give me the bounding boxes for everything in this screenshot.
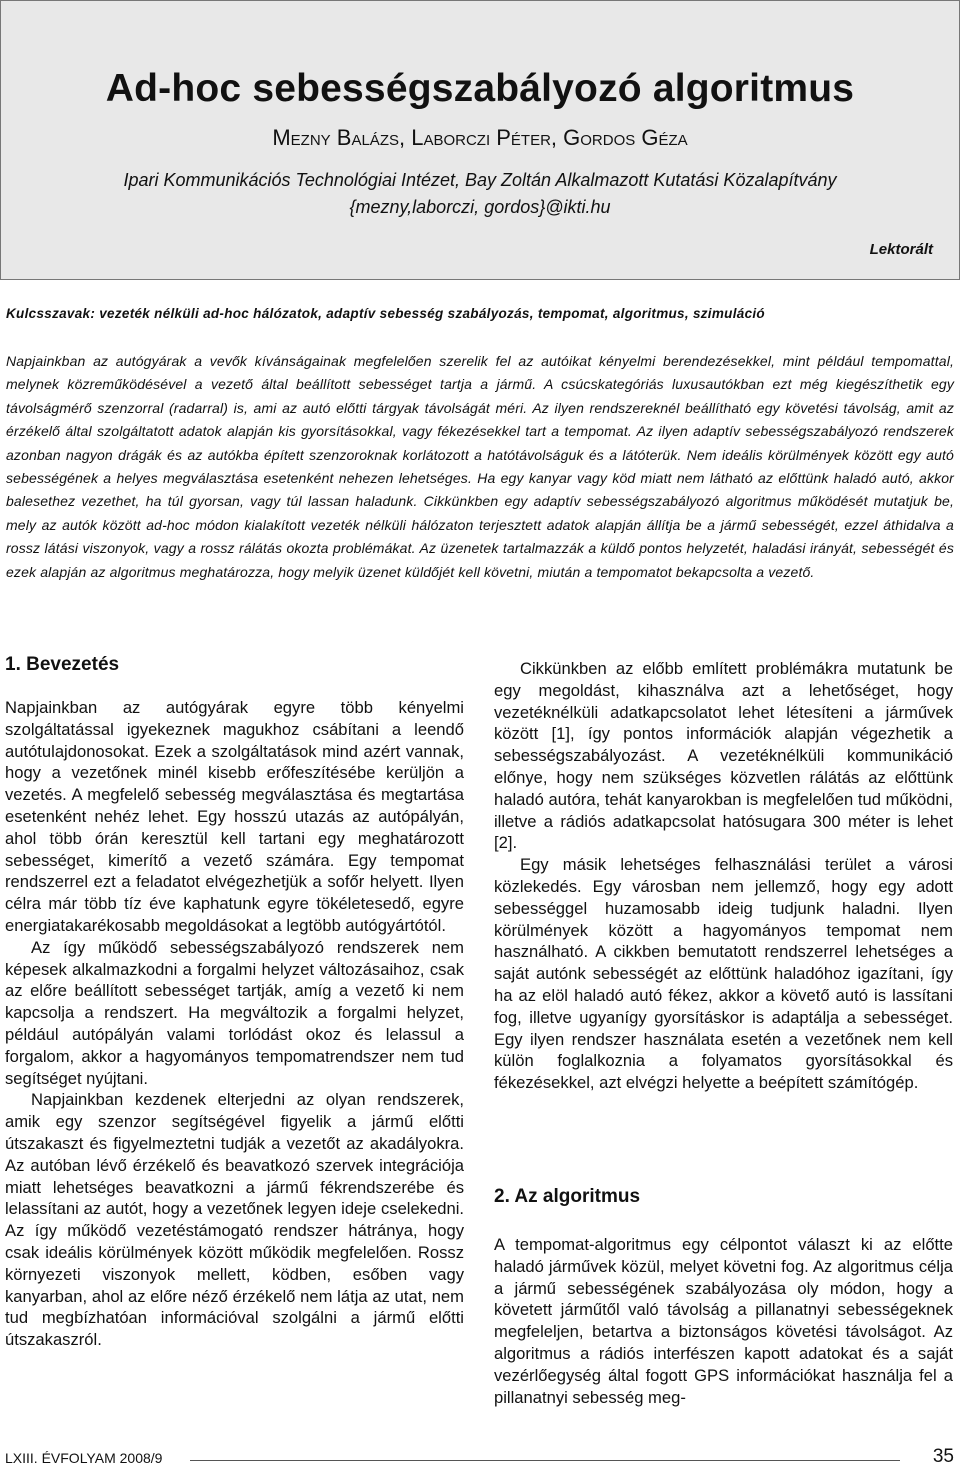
paragraph: Napjainkban az autógyárak egyre több kényelmi szolgáltatással igyekeznek magukhoz csábítani a leendő autótulajdonosokat. Ezek a szolgáltatások mind azért vannak, hogy a vezetőnek minél kisebb erőfeszítésébe kerüljön a vezetés. A megfelelő sebesség megválasztása és megtartása esetenként nehéz lehet. Egy hosszú utazás az autópályán, ahol több órán keresztül kell tartani egy meghatározott sebességet, kimerítő a vezető számára. Egy tempomat rendszerrel ezt a feladatot elvégezhetjük a sofőr helyett. Ilyen célra már több tíz éve kaphatunk egyre tökéletesedő, egyre energiatakarékosabb megoldásokat a legtöbb autógyártótól. — [5, 698, 464, 935]
keywords-line — [6, 306, 954, 321]
abstract: Napjainkban az autógyárak a vevők kívánságainak megfelelően szerelik fel az autóikat kényelmi berendezésekkel, mint például tempomattal, melynek közreműködésével a vezető által beállított sebességet tartja a jármű. A csúcskategóriás luxusautókban ezt még kiegészíthetik egy távolságmérő szenzorral (radarral) is, ami az autó előtti tárgyak távolságát méri. Az ilyen rendszereknél beállítható egy követési távolság, amit az érzékelő által szolgáltatott adatok alapján kis gyorsításokkal, vagy fékezésekkel tart a tempomat. Az ilyen adaptív sebességszabályozó rendszerek azonban nagyon drágák és az autókba épített szenzoroknak korlátozott a hatótávolságuk és a látóterük. Nem ideális körülmények között egy autó sebességének a helyes megválasztása esetenként nehezen lehetséges. Ha egy kanyar vagy köd miatt nem látható az előttünk haladó autó, akkor balesethez vezethet, ha túl gyorsan, vagy túl lassan haladunk. Cikkünkben egy adaptív sebességszabályozó algoritmus működését mutatjuk be, mely az autók között ad-hoc módon kialakított vezeték nélküli hálózaton terjesztett adatok alapján állítja be a jármű sebességét, ezzel áthidalva a rossz látási viszonyok, vagy a rossz rálátás okozta problémákat. Az üzenetek tartalmazzák a küldő pontos helyzetét, haladási irányát, sebességét és ezek alapján az algoritmus meghatározza, hogy melyik üzenet küldőjét kell követni, miután a tempomatot bekapcsolta a vezető. — [6, 353, 954, 580]
authors: Mezny Balázs, Laborczi Péter, Gordos Géza — [272, 125, 688, 150]
keywords-label: Kulcsszavak: — [6, 306, 96, 321]
affiliation-block — [1, 167, 959, 221]
keywords-text: vezeték nélküli ad-hoc hálózatok, adaptív sebesség szabályozás, tempomat, algoritmus, szimuláció — [99, 306, 765, 321]
paragraph: Egy másik lehetséges felhasználási terület a városi közlekedés. Egy városban nem jellemző, hogy egy adott sebességgel huzamosabb ideig tudjunk haladni. Ilyen körülmények között a hagyományos tempomat nem használható. A cikkben bemutatott rendszerrel lehetséges a saját autónk sebességét az előttünk haladóhoz igazítani, így ha az elöl haladó autó fékez, akkor a követő autó is lassítani fog, illetve ugyanígy gyorsításkor is adaptálja a sebességet. Egy ilyen rendszer használata esetén a vezetőnek nem kell külön foglalkoznia a folyamatos gyorsításokkal és fékezésekkel, azt elvégzi helyette a beépített számítógép. — [494, 855, 953, 1093]
right-column-section-2 — [494, 1234, 953, 1408]
paper-title: Ad-hoc sebességszabályozó algoritmus — [105, 67, 855, 110]
review-label: Lektorált — [869, 241, 933, 258]
left-column — [5, 697, 464, 1351]
page-number: 35 — [932, 1446, 954, 1467]
paragraph: A tempomat-algoritmus egy célpontot választ ki az előtte haladó járművek közül, melyet követni fog. Az algoritmus célja a jármű sebességének szabályozása oly módon, hogy a követett járműtől való távolság a pillanatnyi sebességeknek megfeleljen, betartva a biztonságos követési távolságot. Az algoritmus a rádiós interfészen kapott adatokat és a saját vezérlőegység által fogott GPS információkat használja fel a pillanatnyi sebesség meg- — [494, 1235, 953, 1407]
title-box — [0, 0, 960, 280]
section-2-heading: 2. Az algoritmus — [494, 1186, 641, 1207]
journal-issue: LXIII. ÉVFOLYAM 2008/9 — [5, 1450, 163, 1466]
paragraph: Az így működő sebességszabályozó rendszerek nem képesek alkalmazkodni a forgalmi helyzet változásaihoz, csak az előre beállított sebességet tartják, amíg a vezető ki nem kapcsolja a rendszert. Ha megváltozik a forgalmi helyzet, például autópályán valami torlódást okoz és lelassul a forgalom, akkor a hagyományos tempomatrendszer nem tud segítséget nyújtani. — [5, 937, 464, 1088]
footer-divider — [190, 1460, 900, 1461]
affiliation: Ipari Kommunikációs Technológiai Intézet, Bay Zoltán Alkalmazott Kutatási Közalapítvány — [123, 170, 837, 190]
section-1-heading: 1. Bevezetés — [5, 654, 120, 675]
paragraph: Cikkünkben az előbb említett problémákra mutatunk be egy megoldást, kihasználva azt a lehetőséget, hogy vezetéknélküli adatkapcsolatot lehet létesíteni a járművek között [1], így pontos információk alapján végezhetik a sebességszabályozást. A vezetéknélküli kommunikáció előnye, hogy nem szükséges közvetlen rálátás az előttünk haladó autóra, tehát kanyarokban is megfelelően tud működni, illetve a rádiós adatkapcsolat hatósugara 300 méter is lehet [2]. — [494, 659, 953, 853]
email: {mezny,laborczi, gordos}@ikti.hu — [349, 197, 611, 217]
right-column — [494, 658, 953, 1094]
paragraph: Napjainkban kezdenek elterjedni az olyan rendszerek, amik egy szenzor segítségével figyelik a jármű előtti útszakaszt és figyelmeztetni tudják a vezetőt az akadályokra. Az autóban lévő érzékelő és beavatkozó szervek integrációja miatt lehetséges beavatkozni a jármű fékrendszerébe és lelassítani az autót, hogy a vezetőnek legyen ideje cselekedni. Az így működő vezetéstámogató rendszer hátránya, hogy csak ideális körülmények között működik megfelelően. Rossz környezeti viszonyok mellett, ködben, esőben vagy kanyarban, ahol az előre néző érzékelő nem látja az utat, nem tud megbízhatóan információval szolgálni a jármű előtti útszakaszról. — [5, 1090, 464, 1350]
